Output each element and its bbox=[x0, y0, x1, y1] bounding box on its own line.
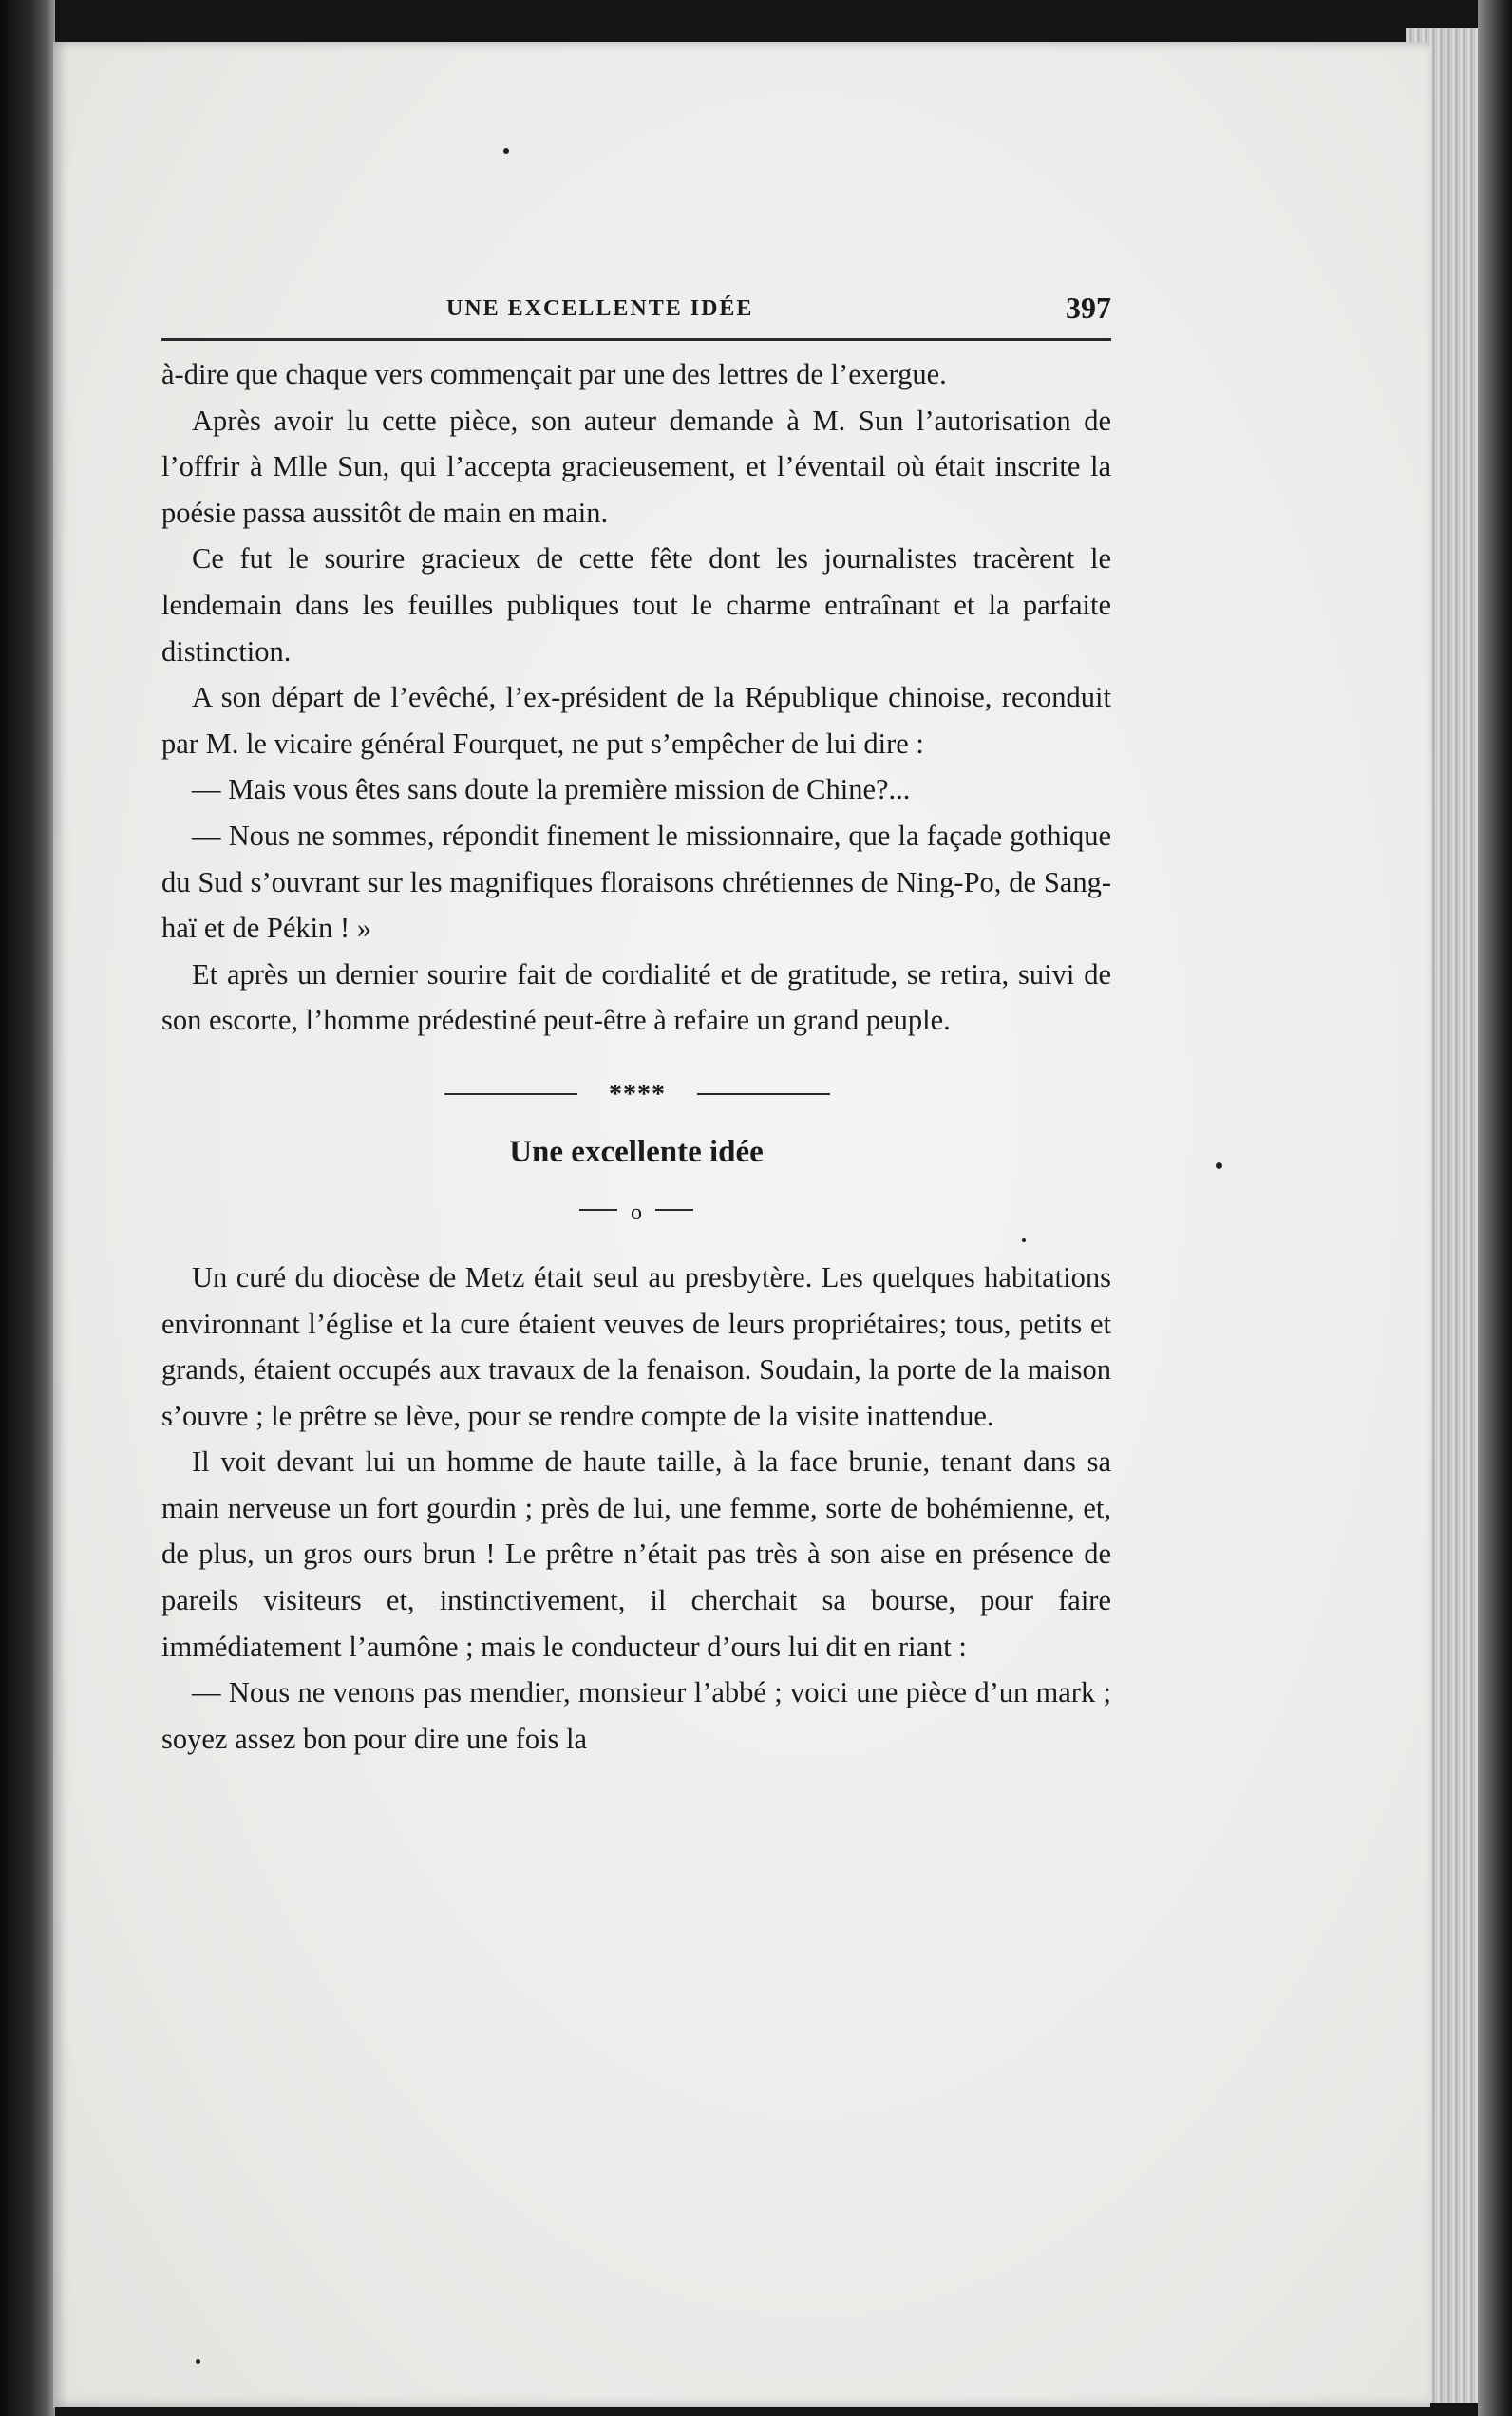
paragraph: Ce fut le sourire gracieux de cette fête dont les journalistes tracèrent le lendemain dans les feuilles publiques tout le charme entraînant et la parfaite distinction. bbox=[161, 542, 1111, 668]
header-rule bbox=[161, 338, 1111, 341]
paragraph: Après avoir lu cette pièce, son auteur demande à M. Sun l’autorisation de l’offrir à Mlle Sun, qui l’accepta gracieusement, et l’éventail où était inscrite la poésie passa aussitôt de main en main. bbox=[161, 404, 1111, 529]
speck bbox=[196, 2359, 200, 2364]
page-edges-shadow bbox=[1478, 0, 1512, 2416]
separator-line-left bbox=[444, 1093, 577, 1095]
paragraph: Il voit devant lui un homme de haute taille, à la face brunie, tenant dans sa main nerveuse un fort gourdin ; près de lui, une femme, sorte de bohémienne, et, de plus, un gros ours brun ! Le prêtre n’était pas très à son aise en présence de pareils visiteurs et, instinctivement, il cherchait sa bourse, pour faire immédiatement l’aumône ; mais le conducteur d’ours lui dit en riant : bbox=[161, 1445, 1111, 1663]
page-body bbox=[161, 351, 1111, 1762]
small-separator bbox=[161, 1188, 1111, 1237]
page-number: 397 bbox=[1066, 291, 1111, 325]
section-separator bbox=[161, 1065, 1111, 1125]
book-page bbox=[53, 42, 1430, 2407]
small-separator-mark: o bbox=[631, 1199, 642, 1225]
paragraph: A son départ de l’evêché, l’ex-président de la République chinoise, reconduit par M. le vicaire général Fourquet, ne put s’empêcher de lui dire : bbox=[161, 681, 1111, 760]
speck bbox=[503, 148, 509, 154]
paragraph: Et après un dernier sourire fait de cordialité et de gratitude, se retira, suivi de son escorte, l’homme prédestiné peut-être à refaire un grand peuple. bbox=[161, 957, 1111, 1037]
speck bbox=[1216, 1162, 1222, 1169]
dialogue-line: — Mais vous êtes sans doute la première mission de Chine?... bbox=[192, 773, 911, 806]
section-title: Une excellente idée bbox=[509, 1134, 764, 1169]
paragraph: Un curé du diocèse de Metz était seul au presbytère. Les quelques habitations environnant l’église et la cure étaient veuves de leurs propriétaires; tous, petits et grands, étaient occupés aux travaux de la fenaison. Soudain, la porte de la maison s’ouvre ; le prêtre se lève, pour se rendre compte de la visite inattendue. bbox=[161, 1260, 1111, 1432]
paragraph-continuation: à-dire que chaque vers commençait par une des lettres de l’exergue. bbox=[161, 358, 947, 390]
separator-line-right bbox=[697, 1093, 830, 1095]
dialogue-line: — Nous ne venons pas mendier, monsieur l’abbé ; voici une pièce d’un mark ; soyez assez bon pour dire une fois la bbox=[161, 1676, 1111, 1755]
book-spine bbox=[0, 0, 55, 2416]
running-head bbox=[161, 287, 1111, 334]
separator-stars: **** bbox=[609, 1079, 666, 1109]
running-title: UNE EXCELLENTE IDÉE bbox=[446, 296, 754, 321]
section-body bbox=[161, 1255, 1111, 1763]
small-separator-line-left bbox=[579, 1209, 617, 1211]
speck bbox=[1022, 1238, 1026, 1242]
dialogue-line: — Nous ne sommes, répondit finement le missionnaire, que la façade gothique du Sud s’ouvrant sur les magnifiques floraisons chrétiennes de Ning-Po, de Sang-haï et de Pékin ! » bbox=[161, 819, 1111, 945]
small-separator-line-right bbox=[655, 1209, 693, 1211]
